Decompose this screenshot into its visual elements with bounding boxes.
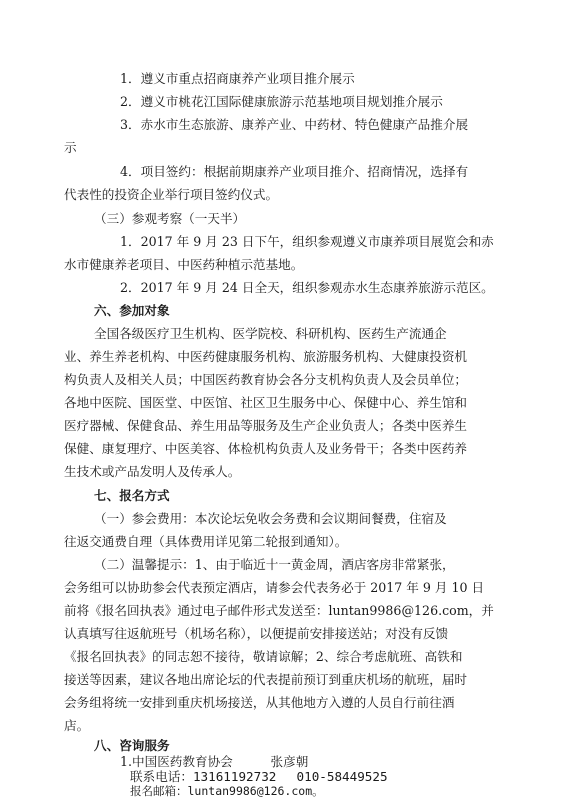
- participants-line: 全国各级医疗卫生机构、医学院校、科研机构、医药生产流通企: [94, 326, 447, 341]
- registration-tips-line: 前将《报名回执表》通过电子邮件形式发送至：luntan9986@126.com，并: [64, 603, 494, 618]
- registration-tips-line: 接送等因素，建议各地出席论坛的代表提前预订到重庆机场的航班，届时: [64, 672, 467, 687]
- agenda-item-3-cont: 示: [64, 140, 77, 155]
- registration-fee-line: （一）参会费用：本次论坛免收会务费和会议期间餐费，住宿及: [94, 511, 447, 526]
- visit-item-2: 2．2017 年 9 月 24 日全天，组织参观赤水生态康养旅游示范区。: [120, 280, 494, 295]
- section-participants-heading: 六、参加对象: [94, 303, 170, 318]
- agenda-item-4: 4．项目签约：根据前期康养产业项目推介、招商情况，选择有: [120, 164, 469, 179]
- contact-org-line: 1.中国医药教育协会 张彦朝: [120, 754, 309, 769]
- participants-line: 保健、康复理疗、中医美容、体检机构负责人及业务骨干；各类中医药养: [64, 441, 467, 456]
- visit-item-1: 1．2017 年 9 月 23 日下午，组织参观遵义市康养项目展览会和赤: [120, 234, 494, 249]
- registration-tips-line: （二）温馨提示：1、由于临近十一黄金周，酒店客房非常紧张，: [94, 557, 455, 572]
- subsection-visit-heading: （三）参观考察（一天半）: [94, 211, 246, 226]
- visit-item-1-cont: 水市健康养老项目、中医药种植示范基地。: [64, 257, 304, 272]
- agenda-item-4-cont: 代表性的投资企业举行项目签约仪式。: [64, 187, 279, 202]
- participants-line: 各地中医院、国医堂、中医馆、社区卫生服务中心、保健中心、养生馆和: [64, 395, 467, 410]
- registration-tips-line: 会务组可以协助参会代表预定酒店，请参会代表务必于 2017 年 9 月 10 日: [64, 580, 485, 595]
- registration-tips-line: 认真填写往返航班号（机场名称），以便提前安排接送站；对没有反馈: [64, 626, 449, 641]
- registration-tips-line: 店。: [64, 718, 90, 733]
- participants-line: 生技术或产品发明人及传承人。: [64, 464, 241, 479]
- participants-line: 构负责人及相关人员；中国医药教育协会各分支机构负责人及会员单位；: [64, 372, 467, 387]
- contact-email-line: 报名邮箱：luntan9986@126.com。: [130, 784, 324, 798]
- agenda-item-2: 2．遵义市桃花江国际健康旅游示范基地项目规划推介展示: [120, 94, 443, 109]
- registration-tips-line: 《报名回执表》的同志恕不接待，敬请谅解；2、综合考虑航班、高铁和: [64, 649, 463, 664]
- registration-fee-line: 往返交通费自理（具体费用详见第二轮报到通知）。: [64, 534, 348, 549]
- registration-tips-line: 会务组将统一安排到重庆机场接送，从其他地方入遵的人员自行前往酒: [64, 695, 455, 710]
- participants-line: 医疗器械、保健食品、养生用品等服务及生产企业负责人；各类中医养生: [64, 418, 467, 433]
- agenda-item-1: 1．遵义市重点招商康养产业项目推介展示: [120, 71, 355, 86]
- section-consulting-heading: 八、咨询服务: [94, 738, 170, 753]
- participants-line: 业、养生养老机构、中医药健康服务机构、旅游服务机构、大健康投资机: [64, 349, 467, 364]
- contact-phone-line: 联系电话：13161192732 010-58449525: [130, 769, 388, 784]
- agenda-item-3: 3．赤水市生态旅游、康养产业、中药材、特色健康产品推介展: [120, 117, 469, 132]
- section-registration-heading: 七、报名方式: [94, 488, 170, 503]
